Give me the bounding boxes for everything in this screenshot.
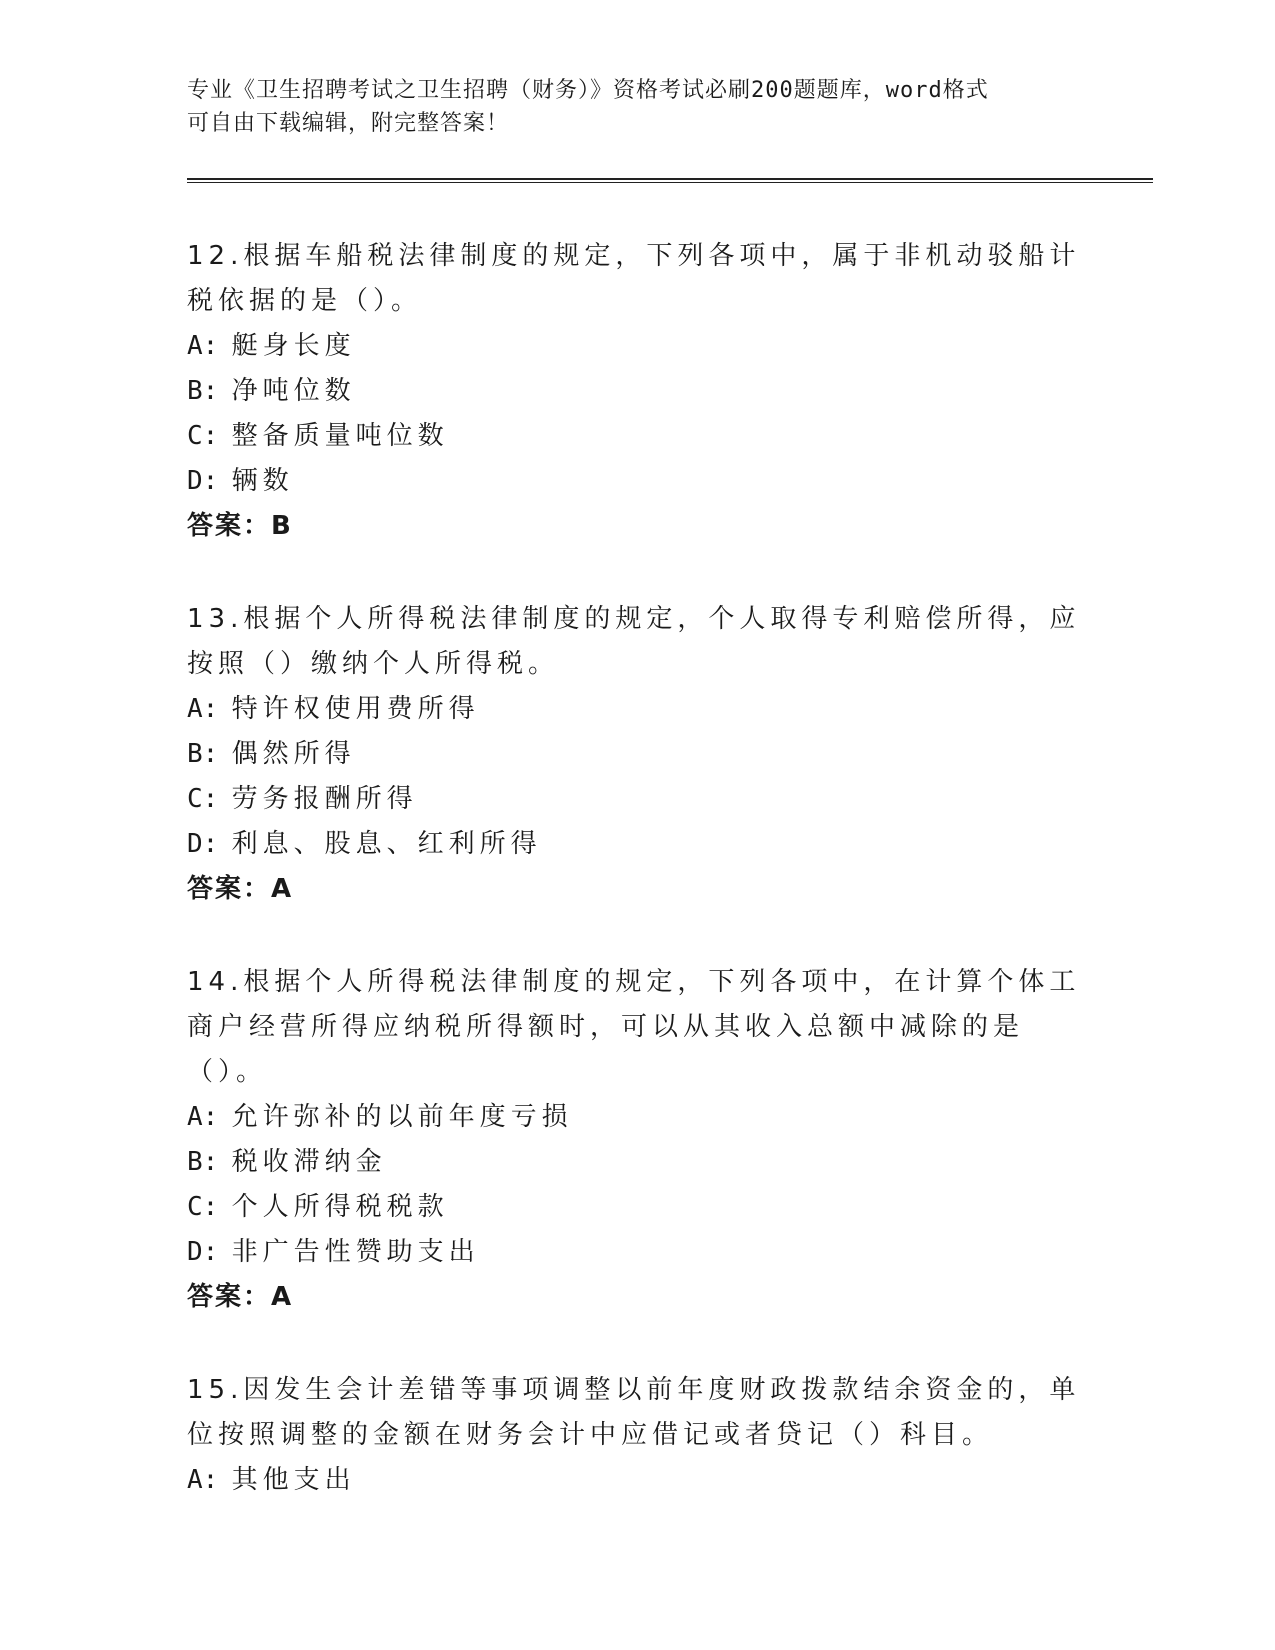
option-c	[187, 777, 1087, 822]
question-list	[187, 234, 1087, 1551]
option-text: 净吨位数	[231, 376, 356, 406]
question-14	[187, 960, 1087, 1320]
question-text: 13.根据个人所得税法律制度的规定，个人取得专利赔偿所得，应按照（）缴纳个人所得税。	[187, 604, 1081, 679]
option-key: B:	[187, 376, 219, 406]
option-text: 辆数	[231, 466, 294, 496]
answer-line: 答案：A	[187, 874, 294, 904]
option-text: 个人所得税税款	[231, 1192, 449, 1222]
option-key: A:	[187, 694, 219, 724]
header-divider	[187, 178, 1153, 183]
option-a	[187, 1458, 1087, 1503]
option-key: D:	[187, 829, 219, 859]
question-text: 15.因发生会计差错等事项调整以前年度财政拨款结余资金的，单位按照调整的金额在财务会计中应借记或者贷记（）科目。	[187, 1375, 1081, 1450]
document-header	[187, 74, 1087, 140]
option-d	[187, 822, 1087, 867]
option-d	[187, 459, 1087, 504]
option-b	[187, 1140, 1087, 1185]
option-c	[187, 1185, 1087, 1230]
answer-line: 答案：A	[187, 1282, 294, 1312]
option-a	[187, 324, 1087, 369]
header-line-1: 专业《卫生招聘考试之卫生招聘（财务）》资格考试必刷200题题库，word格式	[187, 78, 989, 103]
option-text: 艇身长度	[231, 331, 356, 361]
option-key: C:	[187, 784, 219, 814]
option-text: 利息、股息、红利所得	[231, 829, 542, 859]
question-15	[187, 1368, 1087, 1503]
option-key: D:	[187, 466, 219, 496]
question-12	[187, 234, 1087, 549]
option-key: A:	[187, 1465, 219, 1495]
option-text: 偶然所得	[231, 739, 356, 769]
option-key: A:	[187, 1102, 219, 1132]
option-key: B:	[187, 739, 219, 769]
question-13	[187, 597, 1087, 912]
option-c	[187, 414, 1087, 459]
option-b	[187, 369, 1087, 414]
option-a	[187, 687, 1087, 732]
option-d	[187, 1230, 1087, 1275]
option-a	[187, 1095, 1087, 1140]
option-text: 允许弥补的以前年度亏损	[231, 1102, 573, 1132]
answer-line: 答案：B	[187, 511, 293, 541]
option-text: 非广告性赞助支出	[231, 1237, 480, 1267]
option-text: 劳务报酬所得	[231, 784, 418, 814]
option-key: C:	[187, 421, 219, 451]
option-b	[187, 732, 1087, 777]
question-text: 12.根据车船税法律制度的规定，下列各项中，属于非机动驳船计税依据的是（）。	[187, 241, 1081, 316]
option-text: 整备质量吨位数	[231, 421, 449, 451]
option-key: B:	[187, 1147, 219, 1177]
header-line-2: 可自由下载编辑，附完整答案！	[187, 111, 510, 136]
option-key: C:	[187, 1192, 219, 1222]
option-key: A:	[187, 331, 219, 361]
question-text: 14.根据个人所得税法律制度的规定，下列各项中，在计算个体工商户经营所得应纳税所得额时，可以从其收入总额中减除的是（）。	[187, 967, 1081, 1087]
option-text: 特许权使用费所得	[231, 694, 480, 724]
option-text: 其他支出	[231, 1465, 356, 1495]
option-text: 税收滞纳金	[231, 1147, 387, 1177]
option-key: D:	[187, 1237, 219, 1267]
